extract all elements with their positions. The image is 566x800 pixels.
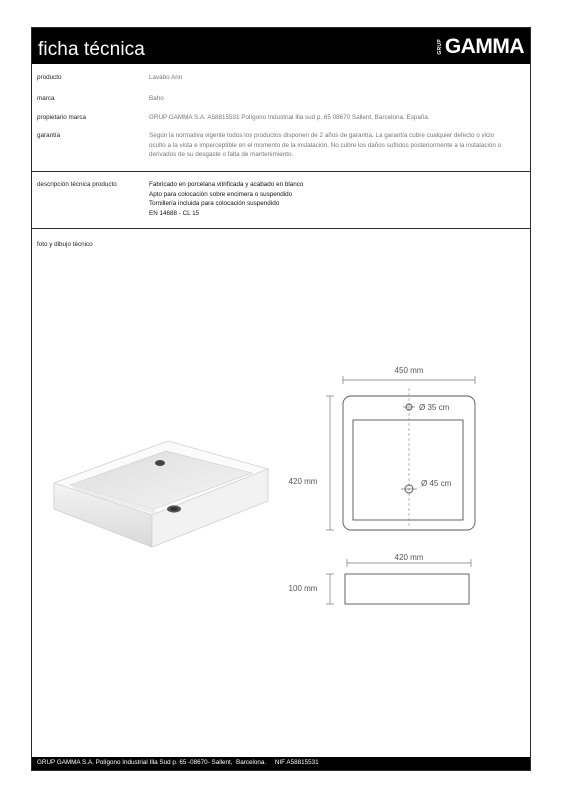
technical-drawing: [267, 358, 517, 583]
dim-height-side: 100 mm: [288, 584, 318, 593]
garantia-line: Según la normativa vigente todos los productos disponen de 2 años de garantía. La garantía cubre cualquier defecto o vicio: [149, 132, 495, 139]
gamma-logo: [437, 36, 524, 58]
footer-text: GRUP GAMMA S.A. Polígono Industrial Illa Sud p. 65 -08670- Sallent, Barcelona. NIF A58815531: [37, 759, 319, 766]
dim-width-top: 450 mm: [394, 366, 424, 375]
photo-label: foto y dibujo técnico: [37, 241, 93, 248]
dim-height-left: 420 mm: [288, 477, 318, 486]
footer-bar: [32, 757, 530, 770]
header-bar: [32, 28, 530, 64]
divider: [32, 228, 530, 229]
garantia-line: oculto a la vista e imperceptible en el momento de la instalación. No cubre los daños sufridos posteriormente a la instalación o: [149, 141, 502, 149]
label-marca: marca: [37, 95, 55, 102]
basin-photo: [48, 423, 278, 573]
side-view-drawing: [267, 568, 517, 618]
page-title: ficha técnica: [38, 39, 145, 60]
descripcion-line: Fabricado en porcelana vitrificada y acabado en blanco: [149, 181, 304, 188]
value-descripcion: [149, 180, 524, 218]
label-producto: producto: [37, 74, 62, 81]
label-propietario: propietario marca: [37, 114, 86, 121]
label-descripcion: descripción técnica producto: [37, 181, 117, 188]
side-outline: [345, 574, 469, 604]
value-producto: Lavabo Ann: [149, 74, 183, 81]
logo-small-text: GRUP: [436, 39, 443, 55]
bowl-outline: [353, 420, 463, 520]
value-garantia: [149, 131, 524, 160]
label-hole-small: Ø 35 cm: [419, 403, 450, 412]
dim-width-bottom: 420 mm: [394, 553, 424, 562]
spec-sheet: [31, 27, 531, 771]
value-marca: Baho: [149, 95, 164, 102]
garantia-line: derivados de su desgaste o falta de mantenimiento.: [149, 151, 294, 158]
descripcion-line: Apto para colocación sobre encimera o suspendido: [149, 190, 293, 198]
logo-main-text: GAMMA: [444, 35, 524, 58]
descripcion-line: Tornillería incluida para colocación suspendido: [149, 200, 280, 207]
label-garantia: garantía: [37, 132, 61, 139]
divider: [32, 171, 530, 172]
value-propietario: GRUP GAMMA S.A. A58815531 Polígono Industrial Illa sud p. 65 08670 Sallent, Barcelona. España.: [149, 114, 430, 121]
label-hole-large: Ø 45 cm: [421, 479, 452, 488]
descripcion-line: EN 14688 - CL 15: [149, 209, 200, 217]
